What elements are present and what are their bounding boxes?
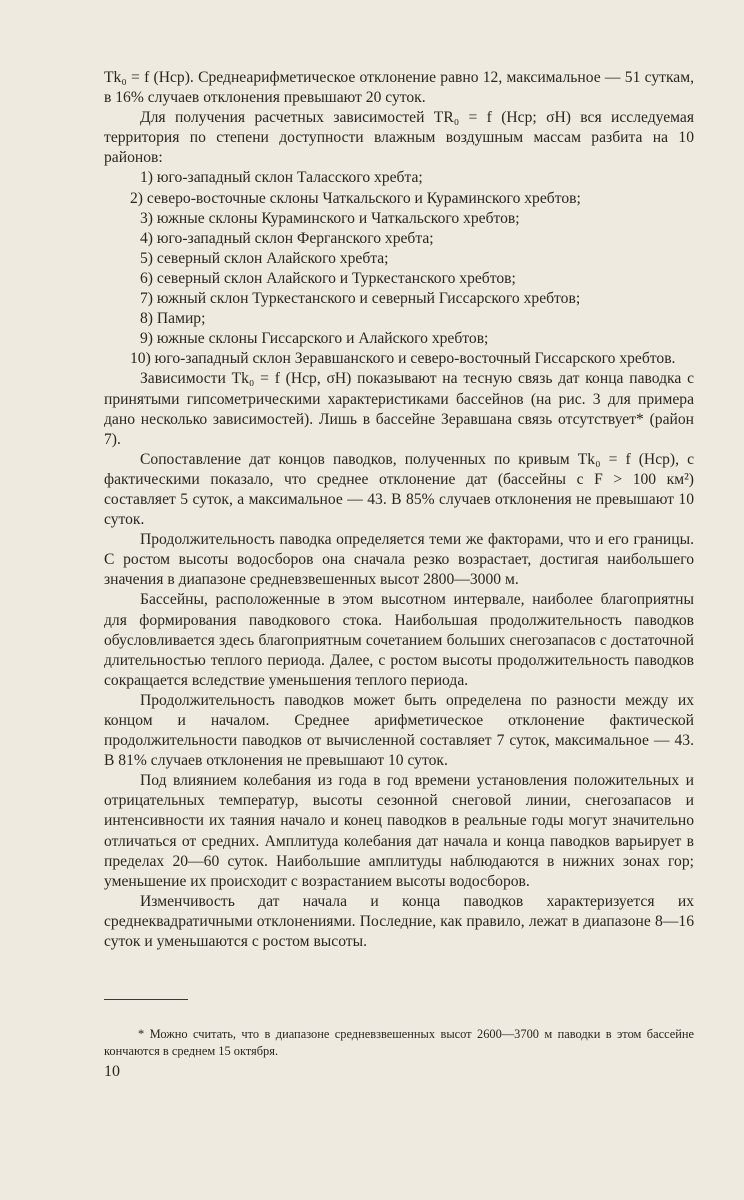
list-item: 9) южные склоны Гиссарского и Алайского хребтов;	[140, 330, 489, 348]
paragraph: Сопоставление дат концов паводков, полученных по кривым Tk₀ = f (Hср), с фактическими показало, что среднее отклонение дат (бассейны с F > 100 км²) составляет 5 суток, а максимальное — 43. В 85% случаев отклонения не превышают 10 суток.	[104, 450, 694, 529]
paragraph: Продолжительность паводка определяется теми же факторами, что и его границы. С ростом высоты водосборов она сначала резко возрастает, достигая наибольшего значения в диапазоне средневзвешенных высот 2800—3000 м.	[104, 531, 694, 589]
footnote: * Можно считать, что в диапазоне средневзвешенных высот 2600—3700 м паводки в этом бассейне кончаются в среднем 15 октября.	[104, 1027, 694, 1059]
paragraph: Продолжительность паводков может быть определена по разности между их концом и началом. Среднее арифметическое отклонение фактической продолжительности паводков от вычисленной составляет 7 суток, максимальное — 43. В 81% случаев отклонения не превышают 10 суток.	[104, 691, 694, 770]
list-item: 7) южный склон Туркестанского и северный Гиссарского хребтов;	[140, 290, 581, 308]
paragraph: Tk₀ = f (Hср). Среднеарифметическое отклонение равно 12, максимальное — 51 суткам, в 16% случаев отклонения превышают 20 суток.	[104, 69, 694, 107]
list-item: 5) северный склон Алайского хребта;	[140, 249, 389, 267]
paragraph: Для получения расчетных зависимостей TR₀ = f (Hср; σH) вся исследуемая территория по степени доступности влажным воздушным массам разбита на 10 районов:	[104, 109, 694, 167]
paragraph: Зависимости Tk₀ = f (Hср, σH) показывают на тесную связь дат конца паводка с принятыми гипсометрическими характеристиками бассейнов (на рис. 3 для примера дано несколько зависимостей). Лишь в бассейне Зеравшана связь отсутствует* (район 7).	[104, 370, 694, 448]
list-item: 4) юго-западный склон Ферганского хребта;	[140, 229, 434, 247]
region-list	[104, 168, 694, 369]
list-item: 8) Памир;	[140, 310, 206, 328]
paragraph: Под влиянием колебания из года в год времени установления положительных и отрицательных температур, высоты сезонной снеговой линии, снегозапасов и интенсивности их таяния начало и конец паводков в реальные годы могут значительно отличаться от средних. Амплитуда колебания дат начала и конца паводков варьирует в пределах 20—60 суток. Наибольшие амплитуды наблюдаются в нижних зонах гор; уменьшение их происходит с возрастанием высоты водосборов.	[104, 772, 694, 890]
page-number: 10	[104, 1063, 120, 1080]
paragraph: Изменчивость дат начала и конца паводков характеризуется их среднеквадратичными отклонениями. Последние, как правило, лежат в диапазоне 8—16 суток и уменьшаются с ростом высоты.	[104, 892, 694, 951]
paragraph: Бассейны, расположенные в этом высотном интервале, наиболее благоприятны для формирования паводкового стока. Наибольшая продолжительность паводков обусловливается здесь благоприятным сочетанием больших снегозапасов с достаточной длительностью теплого периода. Далее, с ростом высоты продолжительность паводков сокращается вследствие уменьшения теплого периода.	[104, 591, 694, 689]
list-item: 1) юго-западный склон Таласского хребта;	[140, 169, 423, 187]
list-item: 3) южные склоны Кураминского и Чаткальского хребтов;	[140, 209, 520, 227]
list-item: 10) юго-западный склон Зеравшанского и северо-восточный Гиссарского хребтов.	[130, 350, 676, 368]
list-item: 6) северный склон Алайского и Туркестанского хребтов;	[140, 269, 516, 287]
body-text	[104, 68, 694, 952]
footnote-divider	[104, 999, 188, 1000]
list-item: 2) северо-восточные склоны Чаткальского и Кураминского хребтов;	[130, 189, 581, 207]
